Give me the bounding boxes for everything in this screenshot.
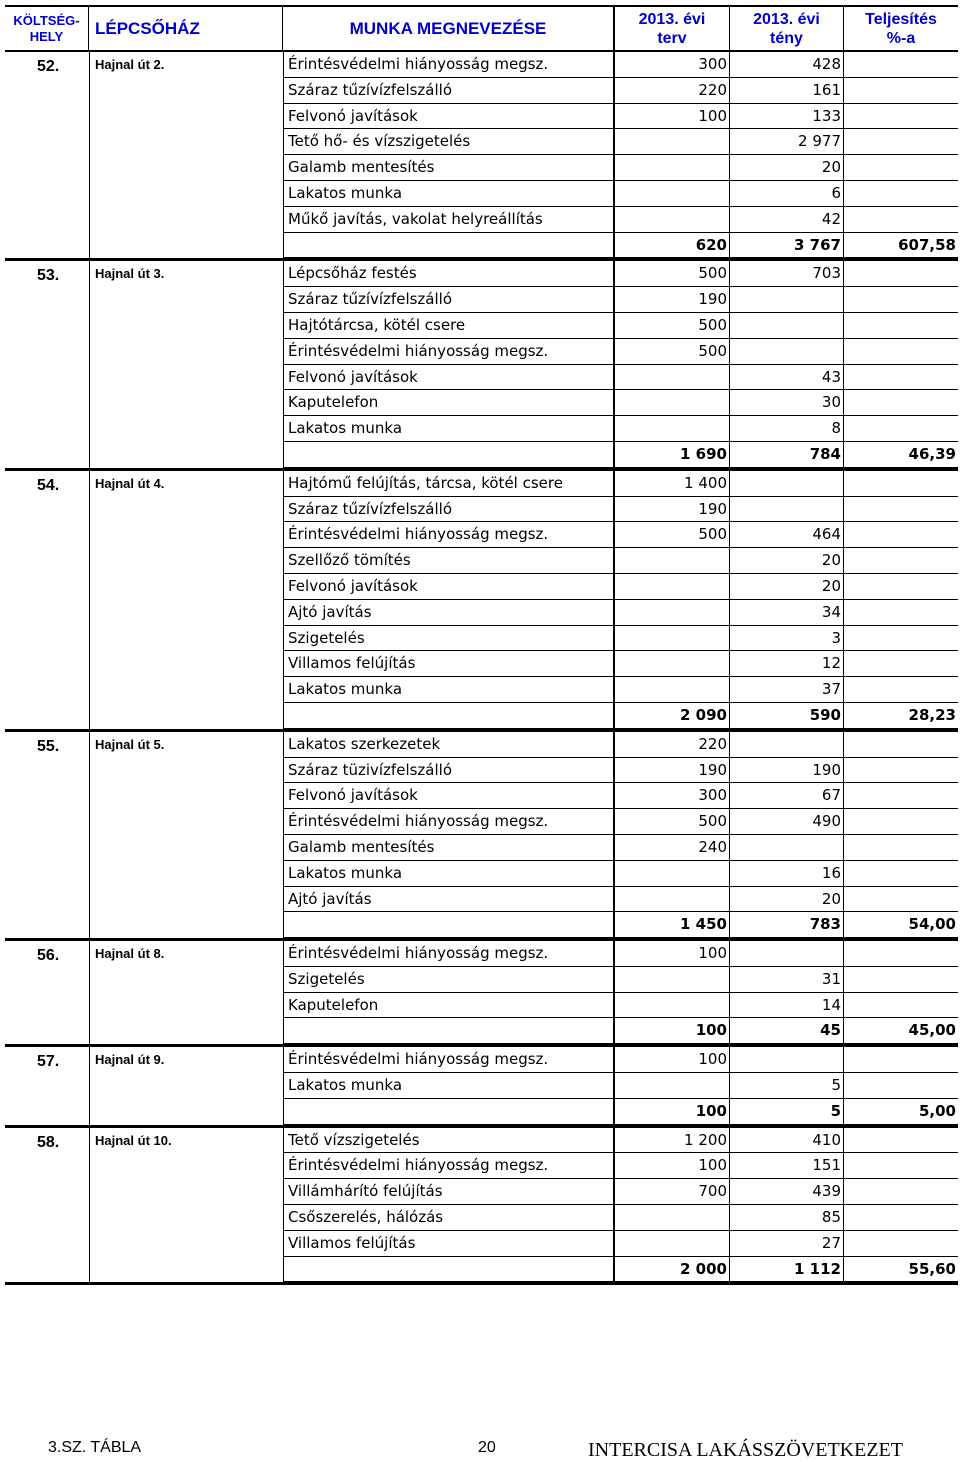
work-item-percent [844, 677, 958, 703]
work-item-actual: 439 [730, 1179, 844, 1205]
cost-table [5, 5, 958, 1285]
work-item-plan: 500 [615, 339, 730, 365]
work-item-percent [844, 1128, 958, 1154]
work-item-percent [844, 104, 958, 130]
work-item-plan [615, 129, 730, 155]
work-item-percent [844, 522, 958, 548]
total-percent: 46,39 [844, 442, 958, 468]
cost-center-number: 55. [37, 737, 60, 755]
work-item-actual [730, 941, 844, 967]
work-item-name: Tető vízszigetelés [283, 1128, 615, 1154]
work-item-percent [844, 287, 958, 313]
work-item-plan: 500 [615, 261, 730, 287]
work-item-name: Szigetelés [283, 626, 615, 652]
work-item-actual [730, 313, 844, 339]
stairwell-address: Hajnal út 9. [89, 1047, 283, 1124]
work-item-plan: 220 [615, 78, 730, 104]
total-row-blank [283, 1257, 615, 1283]
work-item-plan [615, 993, 730, 1019]
property-block [5, 52, 958, 261]
work-item-percent [844, 1205, 958, 1231]
work-item-name: Hajtótárcsa, kötél csere [283, 313, 615, 339]
stairwell-address: Hajnal út 3. [89, 261, 283, 467]
work-item-name: Lakatos munka [283, 677, 615, 703]
work-item-name: Hajtómű felújítás, tárcsa, kötél csere [283, 471, 615, 497]
total-percent: 55,60 [844, 1257, 958, 1283]
work-item-percent [844, 626, 958, 652]
work-item-plan: 500 [615, 522, 730, 548]
work-item-percent [844, 339, 958, 365]
table-body [5, 52, 958, 1285]
work-item-plan [615, 155, 730, 181]
work-item-percent [844, 1153, 958, 1179]
work-item-percent [844, 783, 958, 809]
work-item-plan [615, 548, 730, 574]
work-item-plan: 100 [615, 1047, 730, 1073]
header-work-name: MUNKA MEGNEVEZÉSE [283, 7, 615, 50]
work-item-actual: 464 [730, 522, 844, 548]
work-item-percent [844, 471, 958, 497]
work-item-actual [730, 1047, 844, 1073]
total-plan: 100 [615, 1099, 730, 1125]
work-item-plan [615, 600, 730, 626]
work-item-actual: 5 [730, 1073, 844, 1099]
cost-center-number: 56. [37, 947, 60, 965]
work-item-plan [615, 887, 730, 913]
work-item-plan [615, 365, 730, 391]
total-actual: 783 [730, 912, 844, 938]
total-row-blank [283, 703, 615, 729]
work-item-percent [844, 574, 958, 600]
work-item-actual: 20 [730, 887, 844, 913]
work-item-percent [844, 835, 958, 861]
total-actual: 784 [730, 442, 844, 468]
cost-center-number: 54. [37, 476, 60, 494]
total-percent: 45,00 [844, 1018, 958, 1044]
work-item-actual: 43 [730, 365, 844, 391]
work-item-actual [730, 287, 844, 313]
work-item-percent [844, 941, 958, 967]
work-item-name: Érintésvédelmi hiányosság megsz. [283, 941, 615, 967]
work-item-percent [844, 758, 958, 784]
property-block [5, 732, 958, 941]
work-item-actual: 20 [730, 574, 844, 600]
work-item-name: Galamb mentesítés [283, 155, 615, 181]
page-footer [0, 1439, 960, 1461]
work-item-percent [844, 967, 958, 993]
work-item-actual [730, 497, 844, 523]
work-item-plan: 100 [615, 941, 730, 967]
work-item-percent [844, 993, 958, 1019]
page-number: 20 [478, 1439, 496, 1456]
work-item-percent [844, 181, 958, 207]
total-percent: 28,23 [844, 703, 958, 729]
work-item-plan: 190 [615, 287, 730, 313]
organization-name: INTERCISA LAKÁSSZÖVETKEZET [588, 1439, 903, 1461]
work-item-name: Felvonó javítások [283, 783, 615, 809]
total-actual: 590 [730, 703, 844, 729]
work-item-plan [615, 390, 730, 416]
total-plan: 2 090 [615, 703, 730, 729]
work-item-name: Szigetelés [283, 967, 615, 993]
work-item-actual: 42 [730, 207, 844, 233]
work-item-plan [615, 207, 730, 233]
total-plan: 2 000 [615, 1257, 730, 1283]
work-item-percent [844, 78, 958, 104]
work-item-name: Kaputelefon [283, 390, 615, 416]
work-item-name: Szellőző tömítés [283, 548, 615, 574]
work-item-name: Villamos felújítás [283, 651, 615, 677]
work-item-plan [615, 416, 730, 442]
work-item-name: Villámhárító felújítás [283, 1179, 615, 1205]
work-item-name: Érintésvédelmi hiányosság megsz. [283, 1047, 615, 1073]
work-item-percent [844, 313, 958, 339]
work-item-plan: 220 [615, 732, 730, 758]
total-row-blank [283, 912, 615, 938]
property-block [5, 261, 958, 470]
work-item-actual: 14 [730, 993, 844, 1019]
total-plan: 1 690 [615, 442, 730, 468]
work-item-percent [844, 548, 958, 574]
work-item-plan [615, 861, 730, 887]
property-block [5, 1128, 958, 1286]
work-item-name: Lakatos szerkezetek [283, 732, 615, 758]
total-row-blank [283, 442, 615, 468]
work-item-plan: 190 [615, 758, 730, 784]
total-row-blank [283, 1018, 615, 1044]
work-item-plan: 100 [615, 1153, 730, 1179]
work-item-plan [615, 1205, 730, 1231]
total-row-blank [283, 233, 615, 259]
work-item-actual: 6 [730, 181, 844, 207]
header-stairwell: LÉPCSŐHÁZ [89, 7, 283, 50]
work-item-name: Érintésvédelmi hiányosság megsz. [283, 52, 615, 78]
work-item-actual: 2 977 [730, 129, 844, 155]
work-item-actual: 85 [730, 1205, 844, 1231]
work-item-actual: 20 [730, 155, 844, 181]
work-item-plan [615, 181, 730, 207]
work-item-percent [844, 497, 958, 523]
work-item-percent [844, 1231, 958, 1257]
total-actual: 5 [730, 1099, 844, 1125]
work-item-name: Lépcsőház festés [283, 261, 615, 287]
work-item-name: Érintésvédelmi hiányosság megsz. [283, 339, 615, 365]
work-item-plan: 500 [615, 809, 730, 835]
total-actual: 45 [730, 1018, 844, 1044]
work-item-percent [844, 416, 958, 442]
work-item-actual: 37 [730, 677, 844, 703]
work-item-actual: 410 [730, 1128, 844, 1154]
property-block [5, 941, 958, 1047]
work-item-percent [844, 390, 958, 416]
work-item-plan [615, 574, 730, 600]
work-item-actual: 190 [730, 758, 844, 784]
cost-center-number: 57. [37, 1053, 60, 1071]
property-block [5, 471, 958, 732]
work-item-actual: 34 [730, 600, 844, 626]
work-item-percent [844, 207, 958, 233]
work-item-plan [615, 651, 730, 677]
work-item-actual: 490 [730, 809, 844, 835]
work-item-actual: 27 [730, 1231, 844, 1257]
work-item-actual: 151 [730, 1153, 844, 1179]
header-percent: Teljesítés %-a [865, 10, 937, 47]
stairwell-address: Hajnal út 2. [89, 52, 283, 258]
cost-center-number: 58. [37, 1133, 60, 1151]
work-item-actual [730, 835, 844, 861]
total-actual: 1 112 [730, 1257, 844, 1283]
work-item-plan: 1 400 [615, 471, 730, 497]
work-item-percent [844, 1073, 958, 1099]
total-plan: 100 [615, 1018, 730, 1044]
work-item-plan [615, 677, 730, 703]
work-item-plan: 700 [615, 1179, 730, 1205]
work-item-percent [844, 365, 958, 391]
cost-center-number: 52. [37, 58, 60, 75]
cost-center-number: 53. [37, 267, 60, 285]
work-item-name: Lakatos munka [283, 861, 615, 887]
work-item-name: Galamb mentesítés [283, 835, 615, 861]
work-item-name: Ajtó javítás [283, 600, 615, 626]
work-item-actual: 20 [730, 548, 844, 574]
work-item-name: Tető hő- és vízszigetelés [283, 129, 615, 155]
work-item-percent [844, 129, 958, 155]
work-item-name: Száraz tűzívízfelszálló [283, 497, 615, 523]
work-item-actual [730, 471, 844, 497]
work-item-percent [844, 887, 958, 913]
work-item-plan: 300 [615, 52, 730, 78]
work-item-plan: 240 [615, 835, 730, 861]
stairwell-address: Hajnal út 5. [89, 732, 283, 938]
work-item-name: Lakatos munka [283, 181, 615, 207]
total-percent: 5,00 [844, 1099, 958, 1125]
work-item-actual: 16 [730, 861, 844, 887]
work-item-percent [844, 651, 958, 677]
work-item-name: Száraz tüzivízfelszálló [283, 758, 615, 784]
work-item-actual: 67 [730, 783, 844, 809]
work-item-name: Felvonó javítások [283, 574, 615, 600]
work-item-actual: 30 [730, 390, 844, 416]
work-item-actual: 8 [730, 416, 844, 442]
stairwell-address: Hajnal út 8. [89, 941, 283, 1044]
work-item-name: Száraz tűzívízfelszálló [283, 287, 615, 313]
work-item-actual: 12 [730, 651, 844, 677]
total-actual: 3 767 [730, 233, 844, 259]
work-item-plan [615, 967, 730, 993]
total-plan: 620 [615, 233, 730, 259]
work-item-name: Kaputelefon [283, 993, 615, 1019]
header-plan: 2013. évi terv [615, 7, 730, 50]
header-actual: 2013. évi tény [730, 7, 844, 50]
work-item-plan: 1 200 [615, 1128, 730, 1154]
work-item-name: Ajtó javítás [283, 887, 615, 913]
work-item-name: Műkő javítás, vakolat helyreállítás [283, 207, 615, 233]
work-item-percent [844, 52, 958, 78]
total-percent: 607,58 [844, 233, 958, 259]
work-item-name: Villamos felújítás [283, 1231, 615, 1257]
work-item-percent [844, 261, 958, 287]
work-item-name: Érintésvédelmi hiányosság megsz. [283, 1153, 615, 1179]
work-item-name: Érintésvédelmi hiányosság megsz. [283, 809, 615, 835]
work-item-percent [844, 809, 958, 835]
work-item-percent [844, 155, 958, 181]
work-item-plan: 300 [615, 783, 730, 809]
work-item-plan: 500 [615, 313, 730, 339]
total-percent: 54,00 [844, 912, 958, 938]
work-item-percent [844, 1179, 958, 1205]
work-item-actual: 3 [730, 626, 844, 652]
work-item-actual: 161 [730, 78, 844, 104]
work-item-name: Felvonó javítások [283, 365, 615, 391]
work-item-plan [615, 1073, 730, 1099]
work-item-plan [615, 626, 730, 652]
work-item-percent [844, 600, 958, 626]
work-item-name: Száraz tűzívízfelszálló [283, 78, 615, 104]
work-item-actual: 31 [730, 967, 844, 993]
total-row-blank [283, 1099, 615, 1125]
work-item-actual: 428 [730, 52, 844, 78]
work-item-plan [615, 1231, 730, 1257]
work-item-plan: 190 [615, 497, 730, 523]
table-header [5, 5, 958, 52]
work-item-percent [844, 861, 958, 887]
work-item-plan: 100 [615, 104, 730, 130]
table-label: 3.SZ. TÁBLA [48, 1439, 142, 1456]
stairwell-address: Hajnal út 4. [89, 471, 283, 729]
work-item-name: Felvonó javítások [283, 104, 615, 130]
work-item-name: Lakatos munka [283, 1073, 615, 1099]
header-cost-center: KÖLTSÉG- HELY [5, 7, 89, 50]
work-item-actual [730, 732, 844, 758]
work-item-percent [844, 1047, 958, 1073]
work-item-percent [844, 732, 958, 758]
work-item-name: Csőszerelés, hálózás [283, 1205, 615, 1231]
work-item-name: Érintésvédelmi hiányosság megsz. [283, 522, 615, 548]
stairwell-address: Hajnal út 10. [89, 1128, 283, 1283]
total-plan: 1 450 [615, 912, 730, 938]
work-item-name: Lakatos munka [283, 416, 615, 442]
work-item-actual [730, 339, 844, 365]
work-item-actual: 133 [730, 104, 844, 130]
work-item-actual: 703 [730, 261, 844, 287]
property-block [5, 1047, 958, 1127]
